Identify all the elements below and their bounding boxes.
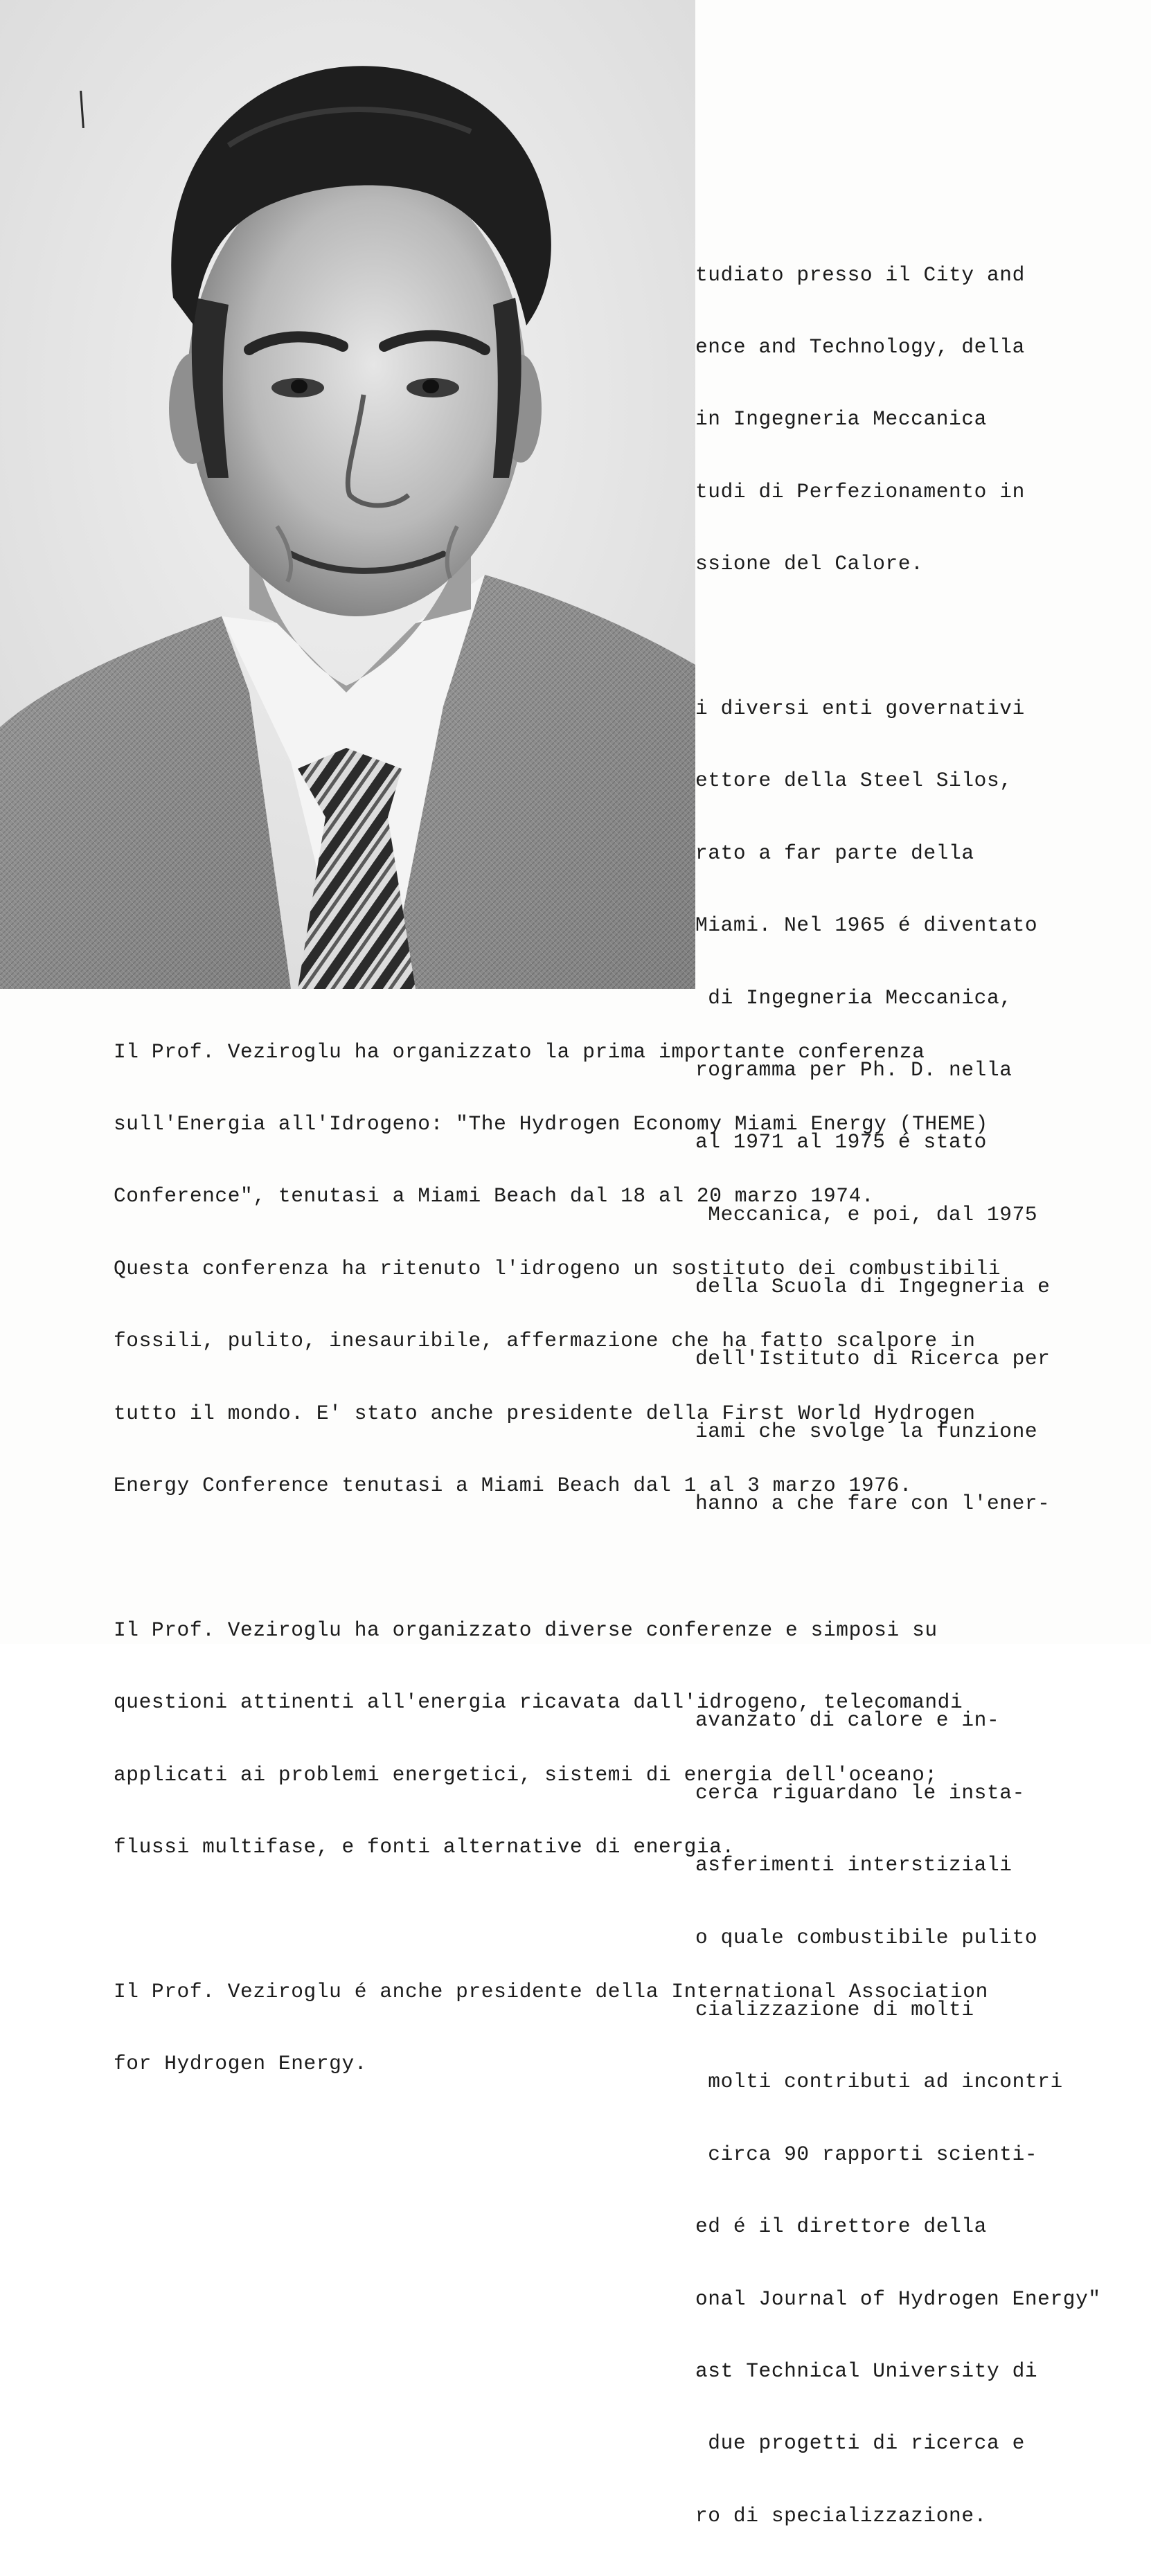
side-text-line: ssione del Calore. [695,552,924,576]
body-text-line: flussi multifase, e fonti alternative di energia. [114,1834,735,1859]
body-text-line: sull'Energia all'Idrogeno: "The Hydrogen Economy Miami Energy (THEME) [114,1111,988,1136]
side-text-line: di Ingegneria Meccanica, [695,985,1012,1010]
body-text-line: Energy Conference tenutasi a Miami Beach dal 1 al 3 marzo 1976. [114,1473,913,1497]
body-text-line: Il Prof. Veziroglu ha organizzato la prima importante conferenza [114,1039,925,1064]
side-text-line: Meccanica, e poi, dal 1975 [695,1202,1038,1226]
body-text-line: Il Prof. Veziroglu ha organizzato diverse conferenze e simposi su [114,1618,938,1642]
body-text-line: Il Prof. Veziroglu é anche presidente della International Association [114,1979,988,2003]
side-text-line: al 1971 al 1975 é stato [695,1130,987,1154]
side-text-line: o quale combustibile pulito [695,1925,1038,1949]
side-text-line: iami che svolge la funzione [695,1419,1038,1443]
side-text-line: onal Journal of Hydrogen Energy" [695,2287,1101,2311]
portrait-illustration [0,0,695,989]
side-text-line: asferimenti interstiziali [695,1853,1012,1877]
side-text-line: cerca riguardano le insta- [695,1780,1025,1805]
side-text-line: ettore della Steel Silos, [695,769,1012,793]
side-text-line: cializzazione di molti [695,1997,974,2021]
side-text-line: Miami. Nel 1965 é diventato [695,913,1038,938]
side-text-line: ro di specializzazione. [695,2503,987,2528]
paragraph-gap [114,1907,1145,1931]
body-text-line: tutto il mondo. E' stato anche presidente della First World Hydrogen [114,1401,976,1425]
side-text-line: in Ingegneria Meccanica [695,407,987,431]
body-text-line: fossili, pulito, inesauribile, affermazione che ha fatto scalpore in [114,1329,976,1353]
side-text-line: rogramma per Ph. D. nella [695,1057,1012,1082]
side-text-line: due progetti di ricerca e [695,2431,1025,2456]
side-text-line: circa 90 rapporti scienti- [695,2142,1038,2166]
side-text-line: tudiato presso il City and [695,262,1025,287]
body-text [114,992,1145,2124]
side-text-line: avanzato di calore e in- [695,1708,1000,1733]
side-text-line: ence and Technology, della [695,334,1025,359]
side-text-line: della Scuola di Ingegneria e [695,1275,1051,1299]
side-text-line: ast Technical University di [695,2359,1038,2383]
side-text-line: i diversi enti governativi [695,696,1025,720]
side-text-line: hanno a che fare con l'ener- [695,1492,1051,1516]
side-text-line: rato a far parte della [695,841,974,865]
side-text-line: molti contributi ad incontri [695,2070,1063,2094]
body-text-line: questioni attinenti all'energia ricavata dall'idrogeno, telecomandi [114,1690,963,1715]
body-text-line: Conference", tenutasi a Miami Beach dal 18 al 20 marzo 1974. [114,1184,875,1208]
body-text-line: for Hydrogen Energy. [114,2052,368,2076]
paragraph-gap [114,1546,1145,1570]
body-text-line: Questa conferenza ha ritenuto l'idrogeno un sostituto dei combustibili [114,1256,1001,1280]
side-text-line: dell'Istituto di Ricerca per [695,1347,1051,1371]
side-text-line: ed é il direttore della [695,2215,987,2239]
body-text-line: applicati ai problemi energetici, sistemi di energia dell'oceano; [114,1762,938,1787]
paragraph-gap [695,625,1151,649]
portrait-photo [0,0,695,989]
side-text-line: tudi di Perfezionamento in [695,479,1025,503]
